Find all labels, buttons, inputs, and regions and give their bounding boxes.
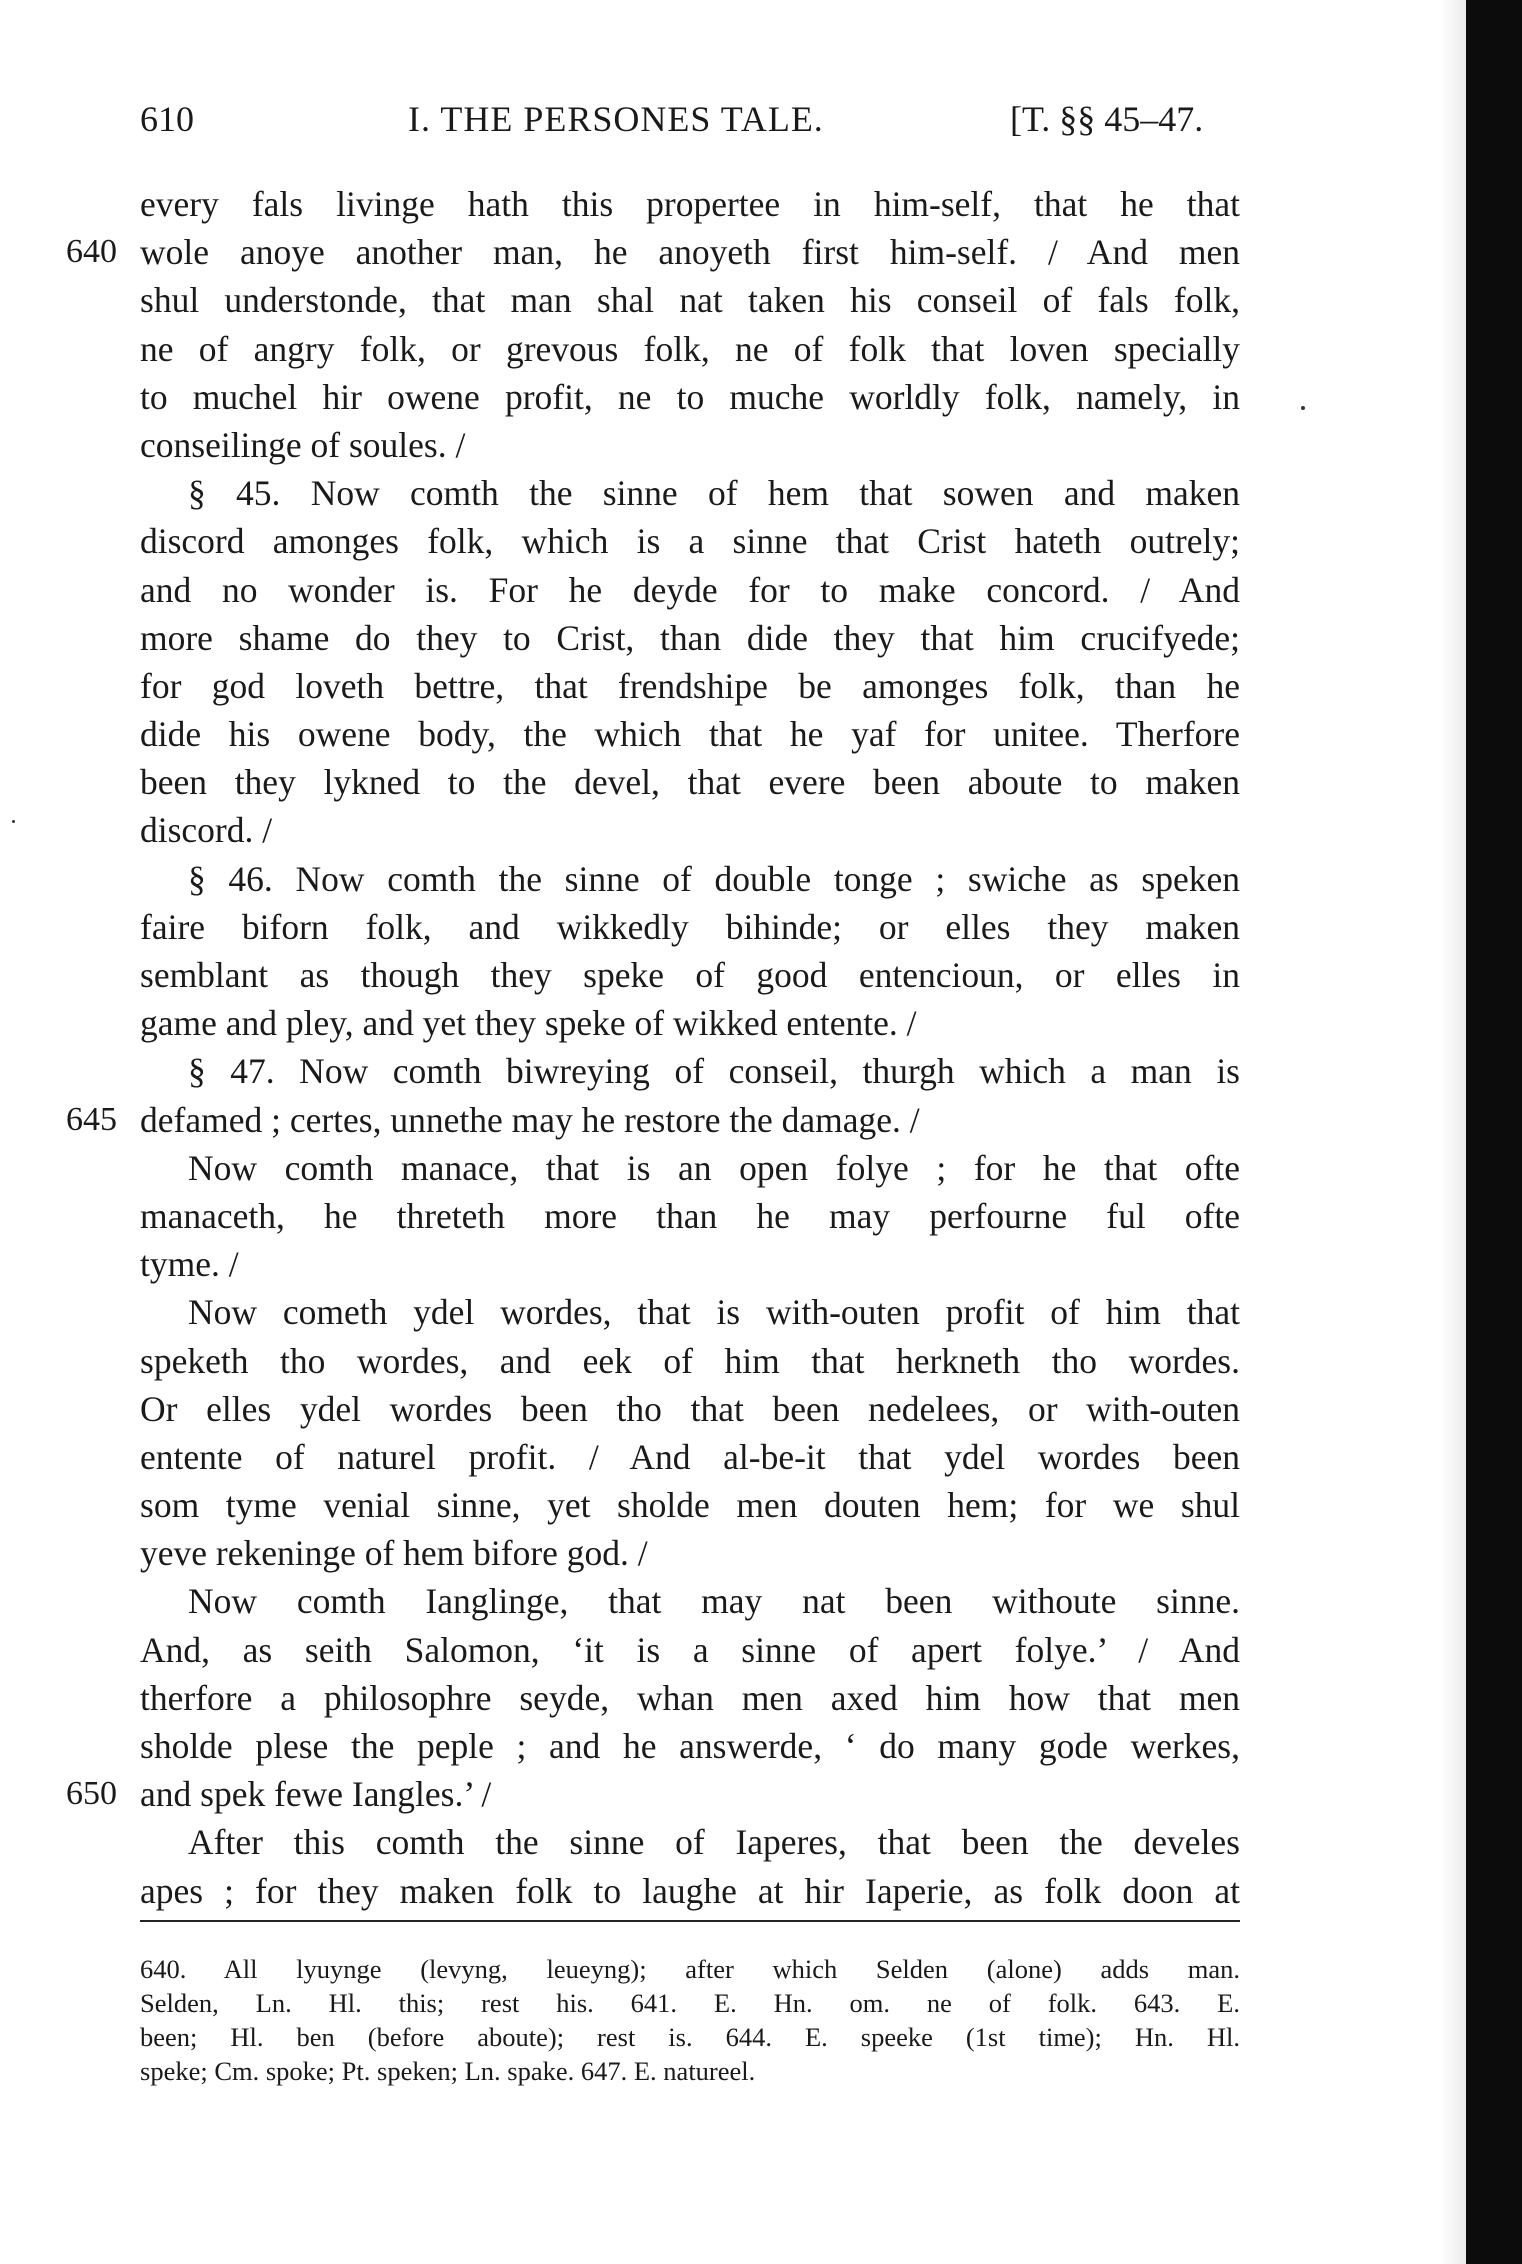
page-edge-shadow xyxy=(1440,0,1466,2264)
line-text: for god loveth bettre, that frendshipe be amonges folk, than he xyxy=(140,665,1240,706)
text-line xyxy=(140,951,1240,999)
line-text: Now comth Ianglinge, that may nat been withoute sinne. xyxy=(188,1581,1240,1622)
line-text: wole anoye another man, he anoyeth first him-self. / And men xyxy=(140,232,1240,273)
line-text: speketh tho wordes, and eek of him that herkneth tho wordes. xyxy=(140,1340,1240,1381)
line-text: and no wonder is. For he deyde for to make concord. / And xyxy=(140,569,1240,610)
line-text: entente of naturel profit. / And al-be-it that ydel wordes been xyxy=(140,1436,1240,1477)
text-line xyxy=(140,614,1240,662)
line-text: discord. / xyxy=(140,810,273,851)
text-line xyxy=(140,1626,1240,1674)
line-text: and spek fewe Iangles.’ / xyxy=(140,1774,492,1815)
line-text: Or elles ydel wordes been tho that been nedelees, or with-outen xyxy=(140,1388,1240,1429)
line-text: manaceth, he threteth more than he may perfourne ful ofte xyxy=(140,1195,1240,1236)
line-text: § 47. Now comth biwreying of conseil, thurgh which a man is xyxy=(188,1051,1240,1092)
footnote-line: Selden, Ln. Hl. this; rest his. 641. E. Hn. om. ne of folk. 643. E. xyxy=(140,1988,1240,2018)
text-line xyxy=(140,1047,1240,1095)
line-text: discord amonges folk, which is a sinne that Crist hateth outrely; xyxy=(140,521,1240,562)
line-number: 650 xyxy=(66,1775,117,1813)
line-text: After this comth the sinne of Iaperes, that been the develes xyxy=(188,1822,1240,1863)
line-text: § 46. Now comth the sinne of double tonge ; swiche as speken xyxy=(188,858,1240,899)
text-line xyxy=(140,373,1240,421)
text-line xyxy=(140,999,1240,1047)
line-text: to muchel hir owene profit, ne to muche worldly folk, namely, in xyxy=(140,376,1240,417)
line-text: dide his owene body, the which that he yaf for unitee. Therfore xyxy=(140,714,1240,755)
footnote-rule xyxy=(140,1920,1240,1922)
text-line xyxy=(140,566,1240,614)
line-text: Now comth manace, that is an open folye ; for he that ofte xyxy=(188,1147,1240,1188)
text-line xyxy=(140,758,1240,806)
text-line xyxy=(66,1096,1240,1144)
line-text: And, as seith Salomon, ‘it is a sinne of apert folye.’ / And xyxy=(140,1629,1240,1670)
text-line xyxy=(140,1433,1240,1481)
line-text: § 45. Now comth the sinne of hem that sowen and maken xyxy=(188,473,1240,514)
text-line xyxy=(140,1529,1240,1577)
line-text: semblant as though they speke of good entencioun, or elles in xyxy=(140,955,1240,995)
text-line xyxy=(140,180,1240,228)
line-text: sholde plese the peple ; and he answerde, ‘ do many gode werkes, xyxy=(140,1726,1240,1766)
line-text: shul understonde, that man shal nat taken his conseil of fals folk, xyxy=(140,280,1240,321)
line-number: 640 xyxy=(66,233,117,271)
line-text: Now cometh ydel wordes, that is with-outen profit of him that xyxy=(188,1292,1240,1333)
text-line xyxy=(140,421,1240,469)
text-line xyxy=(140,710,1240,758)
text-line xyxy=(140,276,1240,324)
page-number: 610 xyxy=(140,99,194,139)
line-text: every fals livinge hath this propertee in him-self, that he that xyxy=(140,184,1240,224)
line-text: therfore a philosophre seyde, whan men axed him how that men xyxy=(140,1677,1240,1718)
line-text: tyme. / xyxy=(140,1244,239,1285)
body-text xyxy=(66,180,1240,1915)
text-line xyxy=(140,806,1240,854)
text-line xyxy=(140,1674,1240,1722)
text-line xyxy=(140,1818,1240,1866)
scan-edge-bar xyxy=(1466,0,1522,2264)
line-text: som tyme venial sinne, yet sholde men douten hem; for we shul xyxy=(140,1485,1240,1526)
line-text: apes ; for they maken folk to laughe at hir Iaperie, as folk doon at xyxy=(140,1870,1240,1911)
line-text: game and pley, and yet they speke of wikked entente. / xyxy=(140,1003,917,1044)
line-text: more shame do they to Crist, than dide they that him crucifyede; xyxy=(140,617,1240,658)
line-text: defamed ; certes, unnethe may he restore the damage. / xyxy=(140,1099,920,1140)
text-line xyxy=(140,903,1240,951)
text-line xyxy=(140,1288,1240,1336)
line-number: 645 xyxy=(66,1100,117,1138)
text-line xyxy=(140,662,1240,710)
text-line xyxy=(140,1867,1240,1915)
text-line xyxy=(140,855,1240,903)
text-line xyxy=(140,469,1240,517)
section-reference: [T. §§ 45–47. xyxy=(1010,99,1204,139)
speck-mark xyxy=(1301,406,1305,410)
page-header xyxy=(140,98,1240,150)
line-text: conseilinge of soules. / xyxy=(140,424,466,465)
text-line xyxy=(140,1481,1240,1529)
text-line xyxy=(66,1770,1240,1818)
footnotes xyxy=(140,1952,1240,2088)
text-line xyxy=(140,1577,1240,1625)
footnote-line: been; Hl. ben (before aboute); rest is. 644. E. speeke (1st time); Hn. Hl. xyxy=(140,2022,1240,2052)
line-text: ne of angry folk, or grevous folk, ne of folk that loven specially xyxy=(140,328,1240,369)
text-line xyxy=(66,228,1240,276)
line-text: yeve rekeninge of hem bifore god. / xyxy=(140,1533,648,1574)
text-line xyxy=(140,1337,1240,1385)
text-line xyxy=(140,517,1240,565)
text-line xyxy=(140,1240,1240,1288)
footnote-line: speke; Cm. spoke; Pt. speken; Ln. spake. 647. E. natureel. xyxy=(140,2056,756,2086)
speck-mark xyxy=(12,820,15,823)
footnote-line: 640. All lyuynge (levyng, leueyng); after which Selden (alone) adds man. xyxy=(140,1954,1240,1984)
text-line xyxy=(140,1144,1240,1192)
running-title: I. THE PERSONES TALE. xyxy=(408,99,824,139)
text-line xyxy=(140,325,1240,373)
text-line xyxy=(140,1722,1240,1770)
text-line xyxy=(140,1385,1240,1433)
line-text: been they lykned to the devel, that evere been aboute to maken xyxy=(140,762,1240,803)
line-text: faire biforn folk, and wikkedly bihinde; or elles they maken xyxy=(140,906,1240,947)
text-line xyxy=(140,1192,1240,1240)
